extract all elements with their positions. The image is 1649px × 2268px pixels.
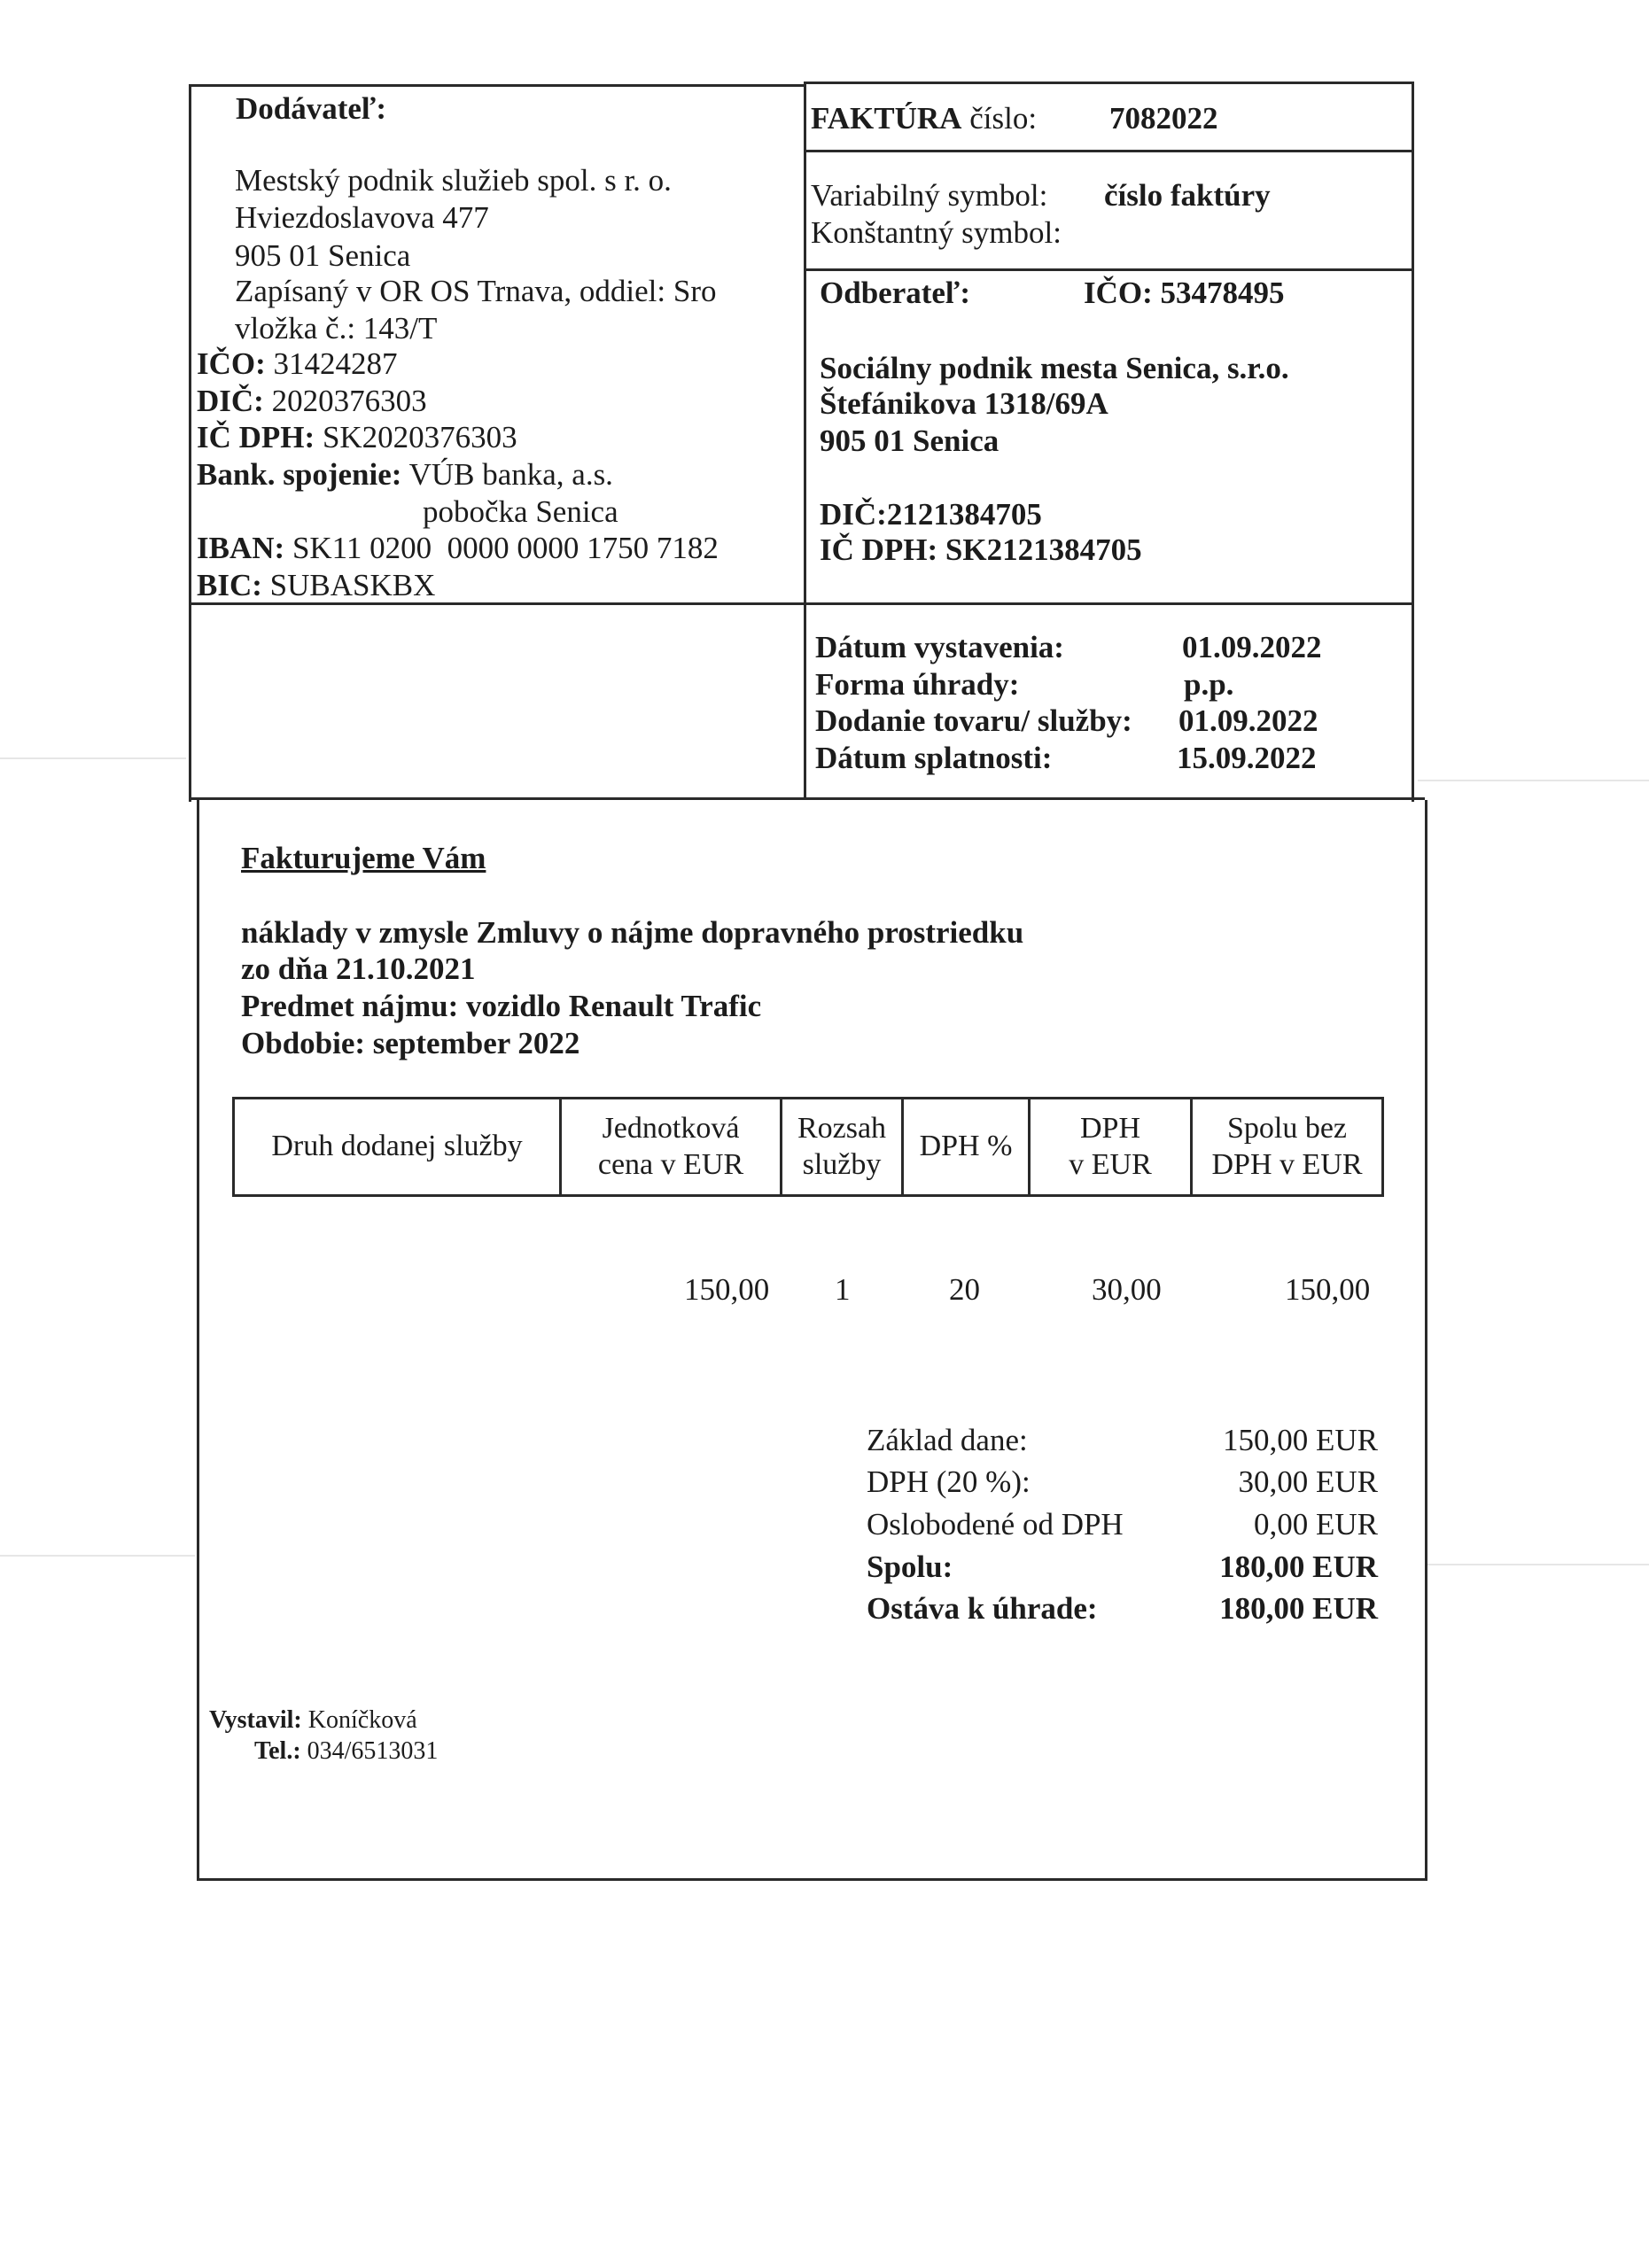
row-quantity: 1 (835, 1272, 851, 1307)
supplier-bic-label: BIC: (197, 568, 262, 602)
supplier-register-entry: vložka č.: 143/T (235, 311, 438, 346)
issued-by-label: Vystavil: (209, 1706, 302, 1734)
frame-top-left (189, 84, 806, 87)
supplier-bank-label: Bank. spojenie: (197, 457, 402, 492)
customer-ico: IČO: 53478495 (1084, 276, 1285, 310)
body-line-contract: náklady v zmysle Zmluvy o nájme dopravného prostriedku (241, 915, 1024, 950)
customer-city: 905 01 Senica (820, 423, 1000, 458)
delivery-date-value: 01.09.2022 (1178, 703, 1318, 738)
frame-bottom (197, 1878, 1427, 1881)
supplier-iban (197, 530, 719, 567)
fold-line-bottom-left (0, 1555, 195, 1557)
header-total-without-vat: Spolu bez DPH v EUR (1211, 1111, 1363, 1181)
date-issued-value: 01.09.2022 (1182, 630, 1322, 664)
vat-value: 30,00 EUR (1238, 1464, 1378, 1499)
invoice-number: 7082022 (1109, 101, 1218, 136)
invoice-faktura-label: FAKTÚRA (811, 101, 962, 136)
frame-top-right (804, 82, 1413, 84)
supplier-dic-label: DIČ: (197, 384, 264, 418)
table-bottom (232, 1194, 1384, 1197)
frame-right-lower (1425, 800, 1427, 1881)
frame-body-divider (189, 797, 1425, 800)
tax-base-label: Základ dane: (867, 1423, 1028, 1457)
amount-due-value: 180,00 EUR (1219, 1591, 1378, 1626)
supplier-street: Hviezdoslavova 477 (235, 200, 489, 235)
supplier-bic (197, 567, 435, 604)
variable-symbol-value: číslo faktúry (1104, 178, 1271, 213)
header-vat-percent: DPH % (919, 1130, 1013, 1163)
due-date-label: Dátum splatnosti: (815, 741, 1053, 775)
vat-label: DPH (20 %): (867, 1464, 1031, 1499)
row-total: 150,00 (1285, 1272, 1371, 1307)
frame-left-lower (197, 800, 199, 1881)
supplier-iban-value: SK11 0200 0000 0000 1750 7182 (292, 531, 719, 565)
customer-heading: Odberateľ: (820, 276, 970, 310)
vat-exempt-label: Oslobodené od DPH (867, 1507, 1124, 1542)
customer-icdph: IČ DPH: SK2121384705 (820, 532, 1142, 567)
issuer-phone-value: 034/6513031 (307, 1737, 439, 1765)
vat-exempt-value: 0,00 EUR (1254, 1507, 1378, 1542)
supplier-bank (197, 456, 613, 493)
body-line-subject: Predmet nájmu: vozidlo Renault Trafic (241, 989, 762, 1023)
date-issued-label: Dátum vystavenia: (815, 630, 1064, 664)
supplier-bank-branch: pobočka Senica (423, 494, 618, 529)
supplier-dic-value: 2020376303 (271, 384, 427, 418)
fold-line-left (0, 757, 186, 759)
issued-by (209, 1705, 417, 1736)
total-value: 180,00 EUR (1219, 1550, 1378, 1584)
fold-line-right (1418, 780, 1649, 781)
frame-right (1412, 82, 1414, 802)
customer-name: Sociálny podnik mesta Senica, s.r.o. (820, 351, 1289, 385)
frame-left-upper (189, 84, 191, 802)
row-vat-percent: 20 (949, 1272, 980, 1307)
supplier-ico (197, 346, 398, 383)
supplier-heading: Dodávateľ: (236, 91, 386, 126)
frame-middle-divider (804, 84, 806, 800)
constant-symbol-label: Konštantný symbol: (811, 215, 1062, 250)
supplier-ico-label: IČO: (197, 346, 266, 381)
supplier-dic (197, 383, 427, 420)
body-line-period: Obdobie: september 2022 (241, 1026, 580, 1060)
body-line-contract-date: zo dňa 21.10.2021 (241, 951, 476, 986)
frame-customer-divider (804, 268, 1413, 271)
row-unit-price: 150,00 (684, 1272, 770, 1307)
supplier-icdph-value: SK2020376303 (322, 420, 517, 454)
delivery-date-label: Dodanie tovaru/ služby: (815, 703, 1132, 738)
header-service-type: Druh dodanej služby (271, 1130, 523, 1163)
table-right (1381, 1097, 1384, 1197)
body-intro: Fakturujeme Vám (241, 841, 486, 875)
frame-invoice-divider (804, 150, 1413, 152)
fold-line-bottom-right (1427, 1564, 1649, 1565)
payment-form-label: Forma úhrady: (815, 667, 1020, 702)
tax-base-value: 150,00 EUR (1223, 1423, 1378, 1457)
row-vat-eur: 30,00 (1092, 1272, 1162, 1307)
supplier-ico-value: 31424287 (273, 346, 398, 381)
supplier-bank-value: VÚB banka, a.s. (408, 457, 613, 492)
customer-dic: DIČ:2121384705 (820, 497, 1042, 532)
amount-due-label: Ostáva k úhrade: (867, 1591, 1098, 1626)
supplier-bic-value: SUBASKBX (269, 568, 436, 602)
issued-by-value: Koníčková (307, 1706, 417, 1734)
supplier-iban-label: IBAN: (197, 531, 285, 565)
header-vat-eur: DPH v EUR (1069, 1111, 1152, 1181)
customer-street: Štefánikova 1318/69A (820, 386, 1108, 421)
supplier-icdph-label: IČ DPH: (197, 420, 315, 454)
invoice-title (811, 100, 1037, 137)
issuer-phone (254, 1736, 438, 1767)
due-date-value: 15.09.2022 (1177, 741, 1317, 775)
supplier-icdph (197, 419, 517, 456)
payment-form-value: p.p. (1184, 667, 1234, 702)
total-label: Spolu: (867, 1550, 953, 1584)
supplier-city: 905 01 Senica (235, 238, 411, 273)
invoice-cislo-label: číslo: (969, 101, 1038, 136)
header-unit-price: Jednotková cena v EUR (597, 1111, 744, 1181)
header-quantity: Rozsah služby (797, 1111, 887, 1181)
variable-symbol-label: Variabilný symbol: (811, 178, 1048, 213)
issuer-phone-label: Tel.: (254, 1737, 301, 1765)
supplier-name: Mestský podnik služieb spol. s r. o. (235, 163, 672, 198)
supplier-register: Zapísaný v OR OS Trnava, oddiel: Sro (235, 274, 717, 308)
